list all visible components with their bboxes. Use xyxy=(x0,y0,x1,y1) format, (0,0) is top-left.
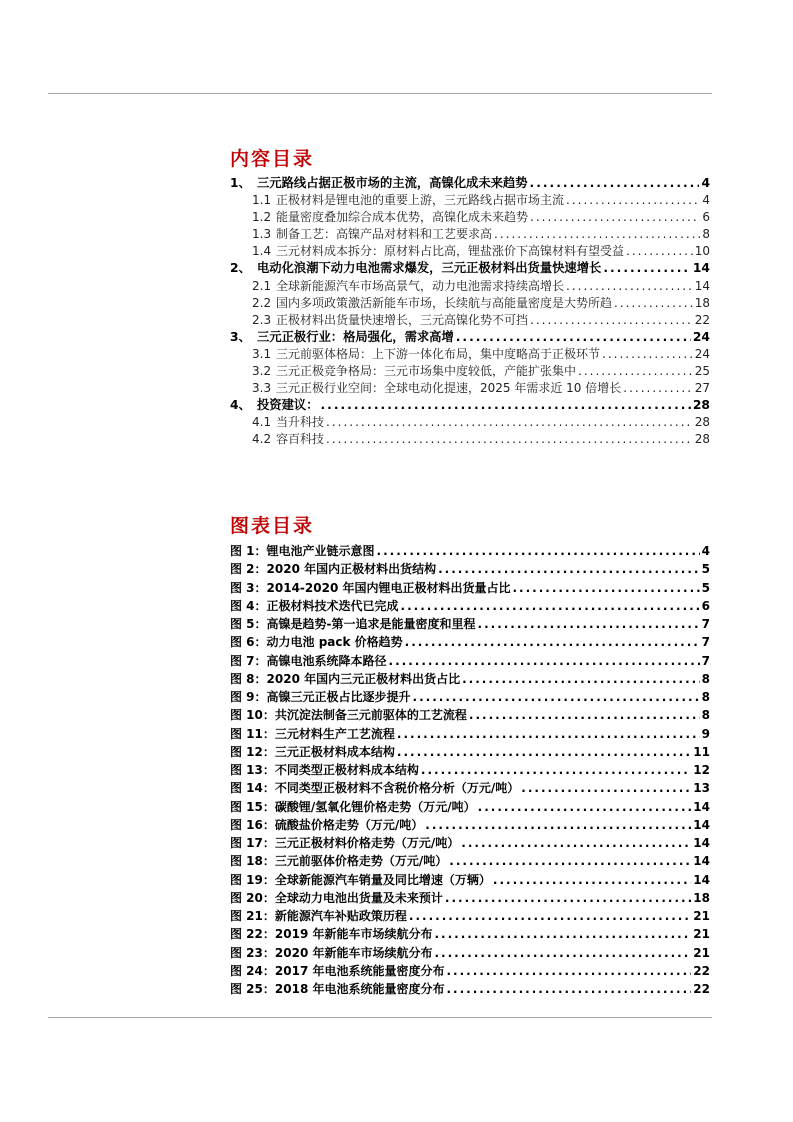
toc-entry-number: 2.2 xyxy=(252,295,272,310)
dot-leader xyxy=(603,260,691,277)
toc-entry-title xyxy=(252,226,492,243)
page-number: 14 xyxy=(693,872,710,887)
toc-entry-title xyxy=(252,243,624,260)
figure-entry-title xyxy=(230,798,476,816)
dot-leader xyxy=(530,312,693,329)
page-number: 11 xyxy=(693,744,710,759)
toc-entry-text: 能量密度叠加综合成本优势，高镍化成未来趋势 xyxy=(276,210,529,225)
figure-caption: 硫酸盐价格走势（万元/吨） xyxy=(274,817,424,832)
toc-entry-text: 当升科技 xyxy=(276,415,325,430)
figure-entry-title xyxy=(230,560,436,578)
figure-list-link[interactable] xyxy=(230,816,710,834)
figure-label: 图 6： xyxy=(230,635,267,650)
figure-list-link[interactable] xyxy=(230,560,710,578)
toc-entry-number: 1.1 xyxy=(252,193,272,208)
dot-leader xyxy=(469,706,700,724)
figure-list-link[interactable] xyxy=(230,962,710,980)
figure-caption: 2018 年电池系统能量密度分布 xyxy=(274,982,445,996)
figure-entry-title xyxy=(230,761,419,779)
figure-caption: 高镍三元正极占比逐步提升 xyxy=(266,690,411,704)
dot-leader xyxy=(425,816,691,834)
toc-entry-title xyxy=(252,209,528,226)
figure-label: 图 13： xyxy=(230,763,275,777)
figure-label: 图 17： xyxy=(230,836,275,850)
dot-leader xyxy=(326,414,693,431)
page-number: 9 xyxy=(701,726,710,741)
toc-entry-text: 投资建议： xyxy=(257,398,319,413)
toc-entry-text: 制备工艺：高镍产品对材料和工艺要求高 xyxy=(276,227,493,242)
figure-caption: 高镍是趋势-第一追求是能量密度和里程 xyxy=(266,617,476,631)
page-number: 13 xyxy=(693,781,710,796)
dot-leader xyxy=(493,871,691,889)
figure-caption: 动力电池 pack 价格趋势 xyxy=(266,635,403,650)
dot-leader xyxy=(530,209,700,226)
dot-leader xyxy=(626,243,693,260)
page-number: 4 xyxy=(701,176,710,190)
page-number: 22 xyxy=(693,963,710,978)
toc-entry-text: 国内多项政策激活新能车市场，长续航与高能量密度是大势所趋 xyxy=(276,295,613,310)
figure-entry-title xyxy=(230,743,395,761)
toc-chapter-link[interactable] xyxy=(230,397,710,414)
toc-entry-text: 正极材料是锂电池的重要上游，三元路线占据市场主流 xyxy=(276,193,565,208)
dot-leader xyxy=(421,761,691,779)
toc-section-link[interactable] xyxy=(230,243,710,260)
figure-caption: 三元正极材料价格走势（万元/吨） xyxy=(274,836,460,850)
dot-leader xyxy=(602,346,693,363)
figure-caption: 三元前驱体价格走势（万元/吨） xyxy=(274,854,448,869)
toc-entry-number: 2、 xyxy=(230,261,251,276)
dot-leader xyxy=(434,944,691,962)
page-number: 10 xyxy=(694,244,710,259)
page-number: 8 xyxy=(701,690,710,704)
toc-entry-title xyxy=(230,329,454,346)
toc-section-link[interactable] xyxy=(230,346,710,363)
page-number: 28 xyxy=(694,432,710,447)
dot-leader xyxy=(413,688,700,706)
page-number: 14 xyxy=(693,854,710,869)
dot-leader xyxy=(409,907,691,925)
page-number: 7 xyxy=(701,653,710,668)
dot-leader xyxy=(513,579,700,597)
toc-entry-title xyxy=(252,312,528,329)
figure-label: 图 12： xyxy=(230,744,275,759)
figure-label: 图 18： xyxy=(230,854,275,869)
toc-entry-title xyxy=(252,380,621,397)
figure-label: 图 1： xyxy=(230,544,267,558)
toc-section-link[interactable] xyxy=(230,380,710,397)
dot-leader xyxy=(397,743,691,761)
table-of-contents xyxy=(230,175,710,449)
figure-entry-title xyxy=(230,889,443,907)
dot-leader xyxy=(389,652,700,670)
dot-leader xyxy=(478,615,700,633)
figure-label: 图 2： xyxy=(230,562,267,577)
figure-entry-title xyxy=(230,670,460,688)
toc-entry-text: 正极材料出货量快速增长，三元高镍化势不可挡 xyxy=(276,312,529,327)
page-number: 27 xyxy=(694,381,710,396)
figure-label: 图 9： xyxy=(230,690,267,704)
dot-leader xyxy=(326,431,693,448)
toc-section-link[interactable] xyxy=(230,209,710,226)
figure-label: 图 10： xyxy=(230,708,275,723)
toc-entry-title xyxy=(252,192,564,209)
figure-entry-title xyxy=(230,834,459,852)
dot-leader xyxy=(446,962,691,980)
figure-entry-title xyxy=(230,542,375,560)
figure-caption: 三元材料生产工艺流程 xyxy=(274,726,395,741)
page-number: 21 xyxy=(693,945,710,960)
page-number: 14 xyxy=(692,261,710,276)
toc-section-link[interactable] xyxy=(230,278,710,295)
page-number: 22 xyxy=(694,312,710,327)
page-number: 28 xyxy=(692,398,710,413)
page-number: 21 xyxy=(693,927,710,942)
dot-leader xyxy=(321,397,691,414)
figure-list-link[interactable] xyxy=(230,834,710,852)
figure-entry-title xyxy=(230,706,467,724)
page-number: 24 xyxy=(694,346,710,361)
page-number: 4 xyxy=(701,544,710,558)
figure-entry-title xyxy=(230,779,519,797)
dot-leader xyxy=(623,380,692,397)
dot-leader xyxy=(478,798,692,816)
figure-entry-title xyxy=(230,579,511,597)
toc-entry-text: 电动化浪潮下动力电池需求爆发，三元正极材料出货量快速增长 xyxy=(257,261,602,276)
toc-entry-text: 三元材料成本拆分：原材料占比高，锂盐涨价下高镍材料有望受益 xyxy=(276,244,625,259)
figure-list-link[interactable] xyxy=(230,597,710,615)
dot-leader xyxy=(614,295,693,312)
page-number: 5 xyxy=(701,562,710,577)
page-number: 5 xyxy=(701,580,710,595)
figures-title: 图表目录 xyxy=(230,515,315,537)
figure-entry-title xyxy=(230,980,444,998)
figure-list-link[interactable] xyxy=(230,871,710,889)
dot-leader xyxy=(434,925,691,943)
figure-list-link[interactable] xyxy=(230,944,710,962)
figure-entry-title xyxy=(230,852,447,870)
figure-label: 图 22： xyxy=(230,927,275,942)
figure-label: 图 5： xyxy=(230,617,267,631)
figure-label: 图 20： xyxy=(230,890,275,905)
figure-label: 图 16： xyxy=(230,817,275,832)
figure-caption: 共沉淀法制备三元前驱体的工艺流程 xyxy=(274,708,467,723)
figure-label: 图 24： xyxy=(230,963,275,978)
figure-list-link[interactable] xyxy=(230,652,710,670)
dot-leader xyxy=(566,278,693,295)
toc-entry-title xyxy=(252,414,324,431)
dot-leader xyxy=(566,192,700,209)
toc-chapter-link[interactable] xyxy=(230,175,710,192)
figure-caption: 全球新能源汽车销量及同比增速（万辆） xyxy=(274,872,491,887)
page-number: 28 xyxy=(694,415,710,430)
figure-list-link[interactable] xyxy=(230,852,710,870)
dot-leader xyxy=(461,834,691,852)
toc-entry-text: 三元正极行业空间：全球电动化提速，2025 年需求近 10 倍增长 xyxy=(276,381,622,396)
toc-entry-number: 3.3 xyxy=(252,381,272,396)
toc-entry-number: 2.3 xyxy=(252,312,272,327)
figure-entry-title xyxy=(230,925,432,943)
figure-caption: 全球动力电池出货量及未来预计 xyxy=(274,890,443,905)
toc-entry-number: 4、 xyxy=(230,398,251,413)
toc-entry-title xyxy=(252,363,576,380)
dot-leader xyxy=(494,226,700,243)
toc-entry-text: 全球新能源汽车市场高景气，动力电池需求持续高增长 xyxy=(276,278,565,293)
page-number: 24 xyxy=(692,329,710,344)
page-number: 21 xyxy=(693,909,710,923)
figure-label: 图 23： xyxy=(230,945,275,960)
toc-entry-text: 三元路线占据正极市场的主流，高镍化成未来趋势 xyxy=(257,176,528,190)
figure-caption: 正极材料技术迭代已完成 xyxy=(266,598,399,613)
figure-entry-title xyxy=(230,633,403,651)
toc-section-link[interactable] xyxy=(230,414,710,431)
figure-entry-title xyxy=(230,652,387,670)
toc-entry-title xyxy=(252,278,564,295)
figure-list-link[interactable] xyxy=(230,743,710,761)
figure-label: 图 21： xyxy=(230,909,275,923)
figure-caption: 碳酸锂/氢氧化锂价格走势（万元/吨） xyxy=(274,799,476,814)
figure-label: 图 3： xyxy=(230,580,267,595)
toc-section-link[interactable] xyxy=(230,431,710,448)
page-number: 8 xyxy=(702,227,710,242)
figure-caption: 新能源汽车补贴政策历程 xyxy=(274,909,407,923)
dot-leader xyxy=(405,633,700,651)
toc-entry-title xyxy=(252,431,324,448)
figure-list-link[interactable] xyxy=(230,980,710,998)
figure-list-link[interactable] xyxy=(230,779,710,797)
dot-leader xyxy=(462,670,700,688)
toc-title: 内容目录 xyxy=(230,148,315,170)
page-number: 25 xyxy=(694,364,710,379)
figure-caption: 不同类型正极材料成本结构 xyxy=(274,763,419,777)
toc-entry-number: 3.1 xyxy=(252,346,272,361)
page-number: 14 xyxy=(693,836,710,850)
toc-section-link[interactable] xyxy=(230,363,710,380)
dot-leader xyxy=(377,542,700,560)
page-number: 14 xyxy=(694,278,710,293)
page-number: 18 xyxy=(694,295,710,310)
figure-list-link[interactable] xyxy=(230,761,710,779)
dot-leader xyxy=(449,852,691,870)
figure-caption: 三元正极材料成本结构 xyxy=(274,744,395,759)
page-number: 18 xyxy=(693,890,710,905)
header-rule xyxy=(48,93,712,94)
figure-label: 图 4： xyxy=(230,598,267,613)
figure-caption: 2020 年国内三元正极材料出货占比 xyxy=(266,671,461,686)
figure-entry-title xyxy=(230,962,444,980)
toc-entry-text: 三元正极行业：格局强化，需求高增 xyxy=(257,329,454,344)
page-number: 14 xyxy=(693,817,710,832)
figure-caption: 锂电池产业链示意图 xyxy=(266,544,375,558)
figure-label: 图 19： xyxy=(230,872,275,887)
page-number: 6 xyxy=(702,210,710,225)
figure-list-link[interactable] xyxy=(230,798,710,816)
page-number: 22 xyxy=(693,982,710,996)
page-number: 8 xyxy=(701,708,710,723)
figure-entry-title xyxy=(230,907,407,925)
figure-list-link[interactable] xyxy=(230,688,710,706)
page-number: 14 xyxy=(693,799,710,814)
figure-entry-title xyxy=(230,944,432,962)
figure-entry-title xyxy=(230,615,476,633)
figure-entry-title xyxy=(230,725,395,743)
figure-list-link[interactable] xyxy=(230,670,710,688)
toc-entry-number: 3.2 xyxy=(252,364,272,379)
figure-list-link[interactable] xyxy=(230,579,710,597)
toc-entry-text: 三元正极竞争格局：三元市场集中度较低，产能扩张集中 xyxy=(276,364,577,379)
figure-label: 图 7： xyxy=(230,653,267,668)
figure-caption: 2020 年国内正极材料出货结构 xyxy=(266,562,437,577)
figure-caption: 高镍电池系统降本路径 xyxy=(266,653,387,668)
toc-entry-title xyxy=(230,260,601,277)
figure-caption: 2019 年新能车市场续航分布 xyxy=(274,927,433,942)
toc-entry-number: 1.2 xyxy=(252,210,272,225)
toc-entry-number: 3、 xyxy=(230,329,251,344)
figure-list-link[interactable] xyxy=(230,542,710,560)
page-number: 7 xyxy=(701,617,710,631)
toc-entry-title xyxy=(230,175,528,192)
figure-entry-title xyxy=(230,816,423,834)
figure-label: 图 14： xyxy=(230,781,275,796)
page-number: 8 xyxy=(701,671,710,686)
figure-label: 图 11： xyxy=(230,726,275,741)
dot-leader xyxy=(438,560,700,578)
dot-leader xyxy=(401,597,700,615)
figure-list-link[interactable] xyxy=(230,925,710,943)
toc-entry-number: 2.1 xyxy=(252,278,272,293)
page-number: 4 xyxy=(702,193,710,208)
figure-list-link[interactable] xyxy=(230,633,710,651)
toc-section-link[interactable] xyxy=(230,226,710,243)
toc-chapter-link[interactable] xyxy=(230,329,710,346)
figure-entry-title xyxy=(230,871,491,889)
figure-caption: 2017 年电池系统能量密度分布 xyxy=(274,963,445,978)
toc-entry-number: 1.3 xyxy=(252,227,272,242)
toc-chapter-link[interactable] xyxy=(230,260,710,277)
figure-label: 图 8： xyxy=(230,671,267,686)
figure-list-link[interactable] xyxy=(230,907,710,925)
figure-label: 图 25： xyxy=(230,982,275,996)
figure-entry-title xyxy=(230,597,399,615)
figure-caption: 2020 年新能车市场续航分布 xyxy=(274,945,433,960)
toc-entry-title xyxy=(252,346,600,363)
figure-caption: 不同类型正极材料不含税价格分析（万元/吨） xyxy=(274,781,520,796)
toc-section-link[interactable] xyxy=(230,295,710,312)
toc-entry-text: 容百科技 xyxy=(276,432,325,447)
figure-list-link[interactable] xyxy=(230,706,710,724)
figure-entry-title xyxy=(230,688,411,706)
list-of-figures xyxy=(230,542,710,998)
figure-caption: 2014-2020 年国内锂电正极材料出货量占比 xyxy=(266,580,511,595)
dot-leader xyxy=(521,779,691,797)
toc-entry-number: 4.2 xyxy=(252,432,272,447)
toc-entry-number: 4.1 xyxy=(252,415,272,430)
dot-leader xyxy=(446,980,691,998)
toc-entry-text: 三元前驱体格局：上下游一体化布局，集中度略高于正极环节 xyxy=(276,346,601,361)
toc-entry-number: 1.4 xyxy=(252,244,272,259)
dot-leader xyxy=(456,329,691,346)
toc-section-link[interactable] xyxy=(230,312,710,329)
dot-leader xyxy=(578,363,693,380)
toc-section-link[interactable] xyxy=(230,192,710,209)
footer-rule xyxy=(48,1017,712,1018)
dot-leader xyxy=(530,175,700,192)
dot-leader xyxy=(397,725,700,743)
toc-entry-title xyxy=(252,295,612,312)
page-number: 12 xyxy=(693,763,710,777)
figure-list-link[interactable] xyxy=(230,615,710,633)
page-number: 7 xyxy=(701,635,710,650)
toc-entry-title xyxy=(230,397,319,414)
figure-list-link[interactable] xyxy=(230,889,710,907)
page-number: 6 xyxy=(701,598,710,613)
dot-leader xyxy=(445,889,691,907)
toc-entry-number: 1、 xyxy=(230,176,251,190)
figure-label: 图 15： xyxy=(230,799,275,814)
figure-list-link[interactable] xyxy=(230,725,710,743)
